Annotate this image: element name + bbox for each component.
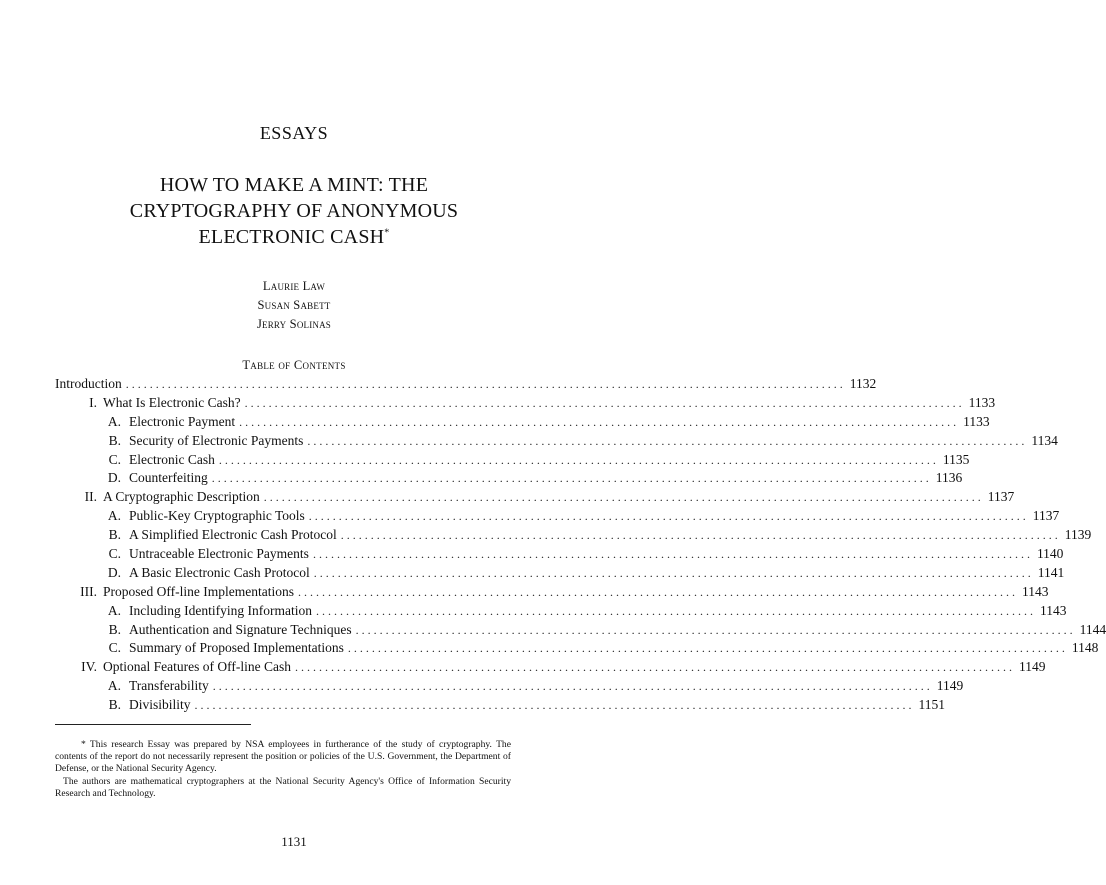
toc-entry	[55, 413, 990, 433]
toc-entry-number: D.	[107, 470, 121, 486]
page-number: 1131	[281, 834, 307, 849]
toc-leader-dots: ........................................................................................................................	[355, 622, 1076, 637]
toc-entry-page: 1141	[1037, 564, 1065, 580]
toc-entry-title: Counterfeiting	[129, 470, 208, 486]
toc-entry	[55, 470, 963, 489]
toc-entry	[55, 508, 1060, 527]
toc-entry-number: II.	[84, 489, 97, 505]
toc-entry-title: A Basic Electronic Cash Protocol	[129, 564, 310, 580]
toc-entry-number: A.	[107, 602, 121, 618]
toc-entry	[55, 564, 1065, 584]
toc-entry-page: 1139	[1064, 527, 1092, 543]
toc-entry-title: Divisibility	[129, 697, 191, 713]
footnote-1: * This research Essay was prepared by NSA employees in furtherance of the study of cryptography. The contents of the report do not necessarily represent the position or policies of the U.S. Government, the Department of Defense, or the National Security Agency.	[55, 739, 511, 775]
toc-entry-page: 1135	[942, 451, 970, 467]
toc-entry-label	[59, 395, 241, 411]
toc-entry-label	[55, 622, 352, 638]
toc-entry	[55, 432, 1058, 452]
toc-entry-page: 1144	[1079, 621, 1106, 637]
toc-entry-label	[55, 508, 305, 524]
toc-entry-title: Authentication and Signature Techniques	[129, 621, 352, 637]
toc-entry-page: 1143	[1021, 583, 1049, 599]
footnote-2: The authors are mathematical cryptographers at the National Security Agency's Office of Information Security Research and Technology.	[55, 775, 511, 799]
toc-leader-dots: ........................................................................................................................	[218, 452, 939, 467]
toc-entry-title: Public-Key Cryptographic Tools	[129, 508, 305, 524]
toc-entry-title: Transferability	[129, 678, 209, 694]
toc-entry-page: 1134	[1031, 432, 1058, 448]
section-heading: ESSAYS	[259, 123, 329, 143]
toc-entry-number: III.	[80, 583, 97, 599]
toc-entry	[55, 621, 1106, 641]
toc-entry-label	[55, 527, 337, 543]
toc-entry-page: 1143	[1039, 602, 1067, 618]
toc-entry-page: 1137	[987, 489, 1015, 505]
toc-entry-title: Introduction	[55, 376, 122, 391]
toc-entry-label	[55, 678, 209, 694]
toc-entry	[55, 697, 946, 716]
toc-entry	[55, 376, 877, 395]
toc-heading: Table of Contents	[242, 358, 346, 372]
toc-leader-dots: ........................................................................................................................	[125, 377, 846, 391]
toc-entry	[55, 546, 1064, 565]
toc-entry	[55, 489, 1015, 508]
toc-leader-dots: ........................................................................................................................	[194, 698, 915, 713]
toc-leader-dots: ........................................................................................................................	[347, 641, 1068, 656]
toc-entry	[55, 659, 1046, 678]
author-3: Jerry Solinas	[256, 317, 332, 331]
toc-entry-title: A Cryptographic Description	[103, 489, 260, 505]
toc-entry-number: B.	[108, 621, 121, 637]
toc-entry-label	[55, 376, 122, 392]
toc-leader-dots: ........................................................................................................................	[211, 471, 932, 486]
toc-entry-title: Summary of Proposed Implementations	[129, 640, 344, 656]
toc-leader-dots: ........................................................................................................................	[312, 547, 1033, 562]
toc-entry-page: 1137	[1032, 508, 1060, 524]
toc-entry-label	[55, 433, 303, 449]
toc-entry-number: C.	[108, 546, 121, 562]
toc-entry-number: B.	[108, 527, 121, 543]
toc-entry-label	[55, 452, 215, 468]
title-line-3	[60, 224, 528, 250]
toc-entry-number: B.	[108, 432, 121, 448]
toc-entry-number: IV.	[81, 659, 97, 675]
toc-entry-number: A.	[107, 413, 121, 429]
toc-entry-number: D.	[107, 564, 121, 580]
toc-entry-page: 1140	[1036, 546, 1064, 562]
toc-leader-dots: ........................................................................................................................	[313, 565, 1034, 580]
toc-leader-dots: ........................................................................................................................	[315, 603, 1036, 618]
toc-entry-title: Including Identifying Information	[129, 602, 312, 618]
toc-entry-label	[55, 640, 344, 656]
author-1: Laurie Law	[262, 279, 326, 293]
toc-entry	[55, 640, 1099, 659]
toc-entry	[55, 602, 1067, 622]
toc-leader-dots: ........................................................................................................................	[263, 490, 984, 505]
toc-entry-number: B.	[108, 697, 121, 713]
toc-entry-page: 1149	[1018, 659, 1046, 675]
toc-entry-page: 1148	[1071, 640, 1099, 656]
toc-entry-label	[55, 603, 312, 619]
footnote-divider	[55, 724, 251, 725]
table-of-contents	[55, 376, 1106, 716]
toc-entry-title: Untraceable Electronic Payments	[129, 546, 309, 562]
toc-leader-dots: ........................................................................................................................	[297, 584, 1018, 599]
toc-entry-page: 1149	[936, 678, 964, 694]
author-list	[0, 277, 588, 334]
toc-leader-dots: ........................................................................................................................	[308, 509, 1029, 524]
title-footnote-marker: *	[384, 227, 390, 239]
toc-entry-title: Electronic Cash	[129, 451, 215, 467]
toc-entry-title: Proposed Off-line Implementations	[103, 583, 294, 599]
toc-entry	[55, 583, 1049, 603]
toc-entry-title: Optional Features of Off-line Cash	[103, 659, 291, 675]
toc-entry-label	[55, 565, 310, 581]
toc-entry-label	[55, 470, 208, 486]
toc-leader-dots: ........................................................................................................................	[239, 414, 960, 429]
toc-entry-label	[59, 584, 294, 600]
toc-leader-dots: ........................................................................................................................	[307, 433, 1028, 448]
toc-entry-title: A Simplified Electronic Cash Protocol	[129, 527, 337, 543]
toc-entry-number: C.	[108, 451, 121, 467]
toc-entry-page: 1133	[963, 413, 990, 429]
toc-entry-label	[55, 414, 235, 430]
toc-entry-title: Electronic Payment	[129, 413, 236, 429]
toc-entry-number: A.	[107, 508, 121, 524]
author-2: Susan Sabett	[257, 298, 331, 312]
toc-entry-number: C.	[108, 640, 121, 656]
article-title	[60, 172, 528, 250]
toc-entry	[55, 527, 1092, 546]
toc-entry-label	[55, 546, 309, 562]
toc-entry-title: Security of Electronic Payments	[129, 432, 304, 448]
toc-leader-dots: ........................................................................................................................	[340, 528, 1061, 543]
title-line-3-text: ELECTRONIC CASH	[198, 226, 385, 248]
toc-entry	[55, 394, 996, 414]
toc-leader-dots: ........................................................................................................................	[244, 395, 965, 410]
toc-entry-page: 1133	[968, 394, 996, 410]
toc-entry-page: 1132	[849, 376, 877, 391]
toc-entry-number: A.	[107, 678, 121, 694]
title-line-1: HOW TO MAKE A MINT: THE	[159, 174, 429, 196]
toc-entry	[55, 451, 970, 471]
toc-entry-label	[59, 659, 291, 675]
toc-leader-dots: ........................................................................................................................	[294, 660, 1015, 675]
toc-entry	[55, 678, 964, 697]
toc-entry-page: 1151	[918, 697, 946, 713]
toc-entry-label	[59, 489, 260, 505]
toc-entry-page: 1136	[935, 470, 963, 486]
footnotes	[55, 739, 511, 800]
toc-entry-title: What Is Electronic Cash?	[103, 394, 241, 410]
toc-leader-dots: ........................................................................................................................	[212, 679, 933, 694]
toc-entry-number: I.	[89, 394, 97, 410]
title-line-2: CRYPTOGRAPHY OF ANONYMOUS	[129, 200, 459, 222]
toc-entry-label	[55, 697, 191, 713]
